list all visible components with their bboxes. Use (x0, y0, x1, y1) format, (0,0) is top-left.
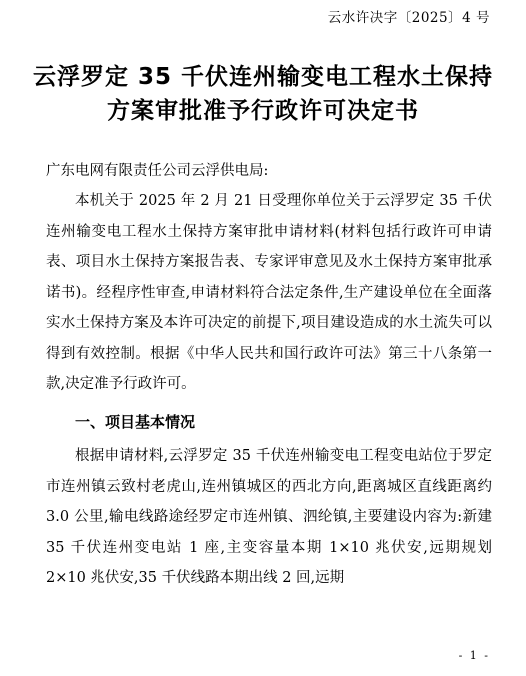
paragraph-project-info: 根据申请材料,云浮罗定 35 千伏连州输变电工程变电站位于罗定市连州镇云致村老虎山,连州镇城区的西北方向,距离城区直线距离约 3.0 公里,输电线路途经罗定市连州镇、泗纶镇,主要建设内容为:新建 35 千伏连州变电站 1 座,主变容量本期 1×10 兆伏安,远期规划 2×10 兆伏安,35 千伏线路本期出线 2 回,远期 (46, 448, 492, 586)
document-number: 云水许决字〔2025〕4 号 (327, 10, 490, 26)
section-heading-basic-info: 一、项目基本情况 (75, 413, 196, 431)
page-number: - 1 - (458, 649, 490, 662)
paragraph-acceptance: 本机关于 2025 年 2 月 21 日受理你单位关于云浮罗定 35 千伏连州输变电工程水土保持方案审批申请材料(材料包括行政许可申请表、项目水土保持方案报告表、专家评审意见及水土保持方案审批承诺书)。经程序性审查,申请材料符合法定条件,生产建设单位在全面落实水土保持方案及本许可决定的前提下,项目建设造成的水土流失可以得到有效控制。根据《中华人民共和国行政许可法》第三十八条第一款,决定准予行政许可。 (46, 193, 492, 392)
document-title-line1: 云浮罗定 35 千伏连州输变电工程水土保持 (32, 64, 494, 90)
addressee: 广东电网有限责任公司云浮供电局: (46, 163, 269, 179)
document-title-line2: 方案审批准予行政许可决定书 (107, 98, 419, 124)
